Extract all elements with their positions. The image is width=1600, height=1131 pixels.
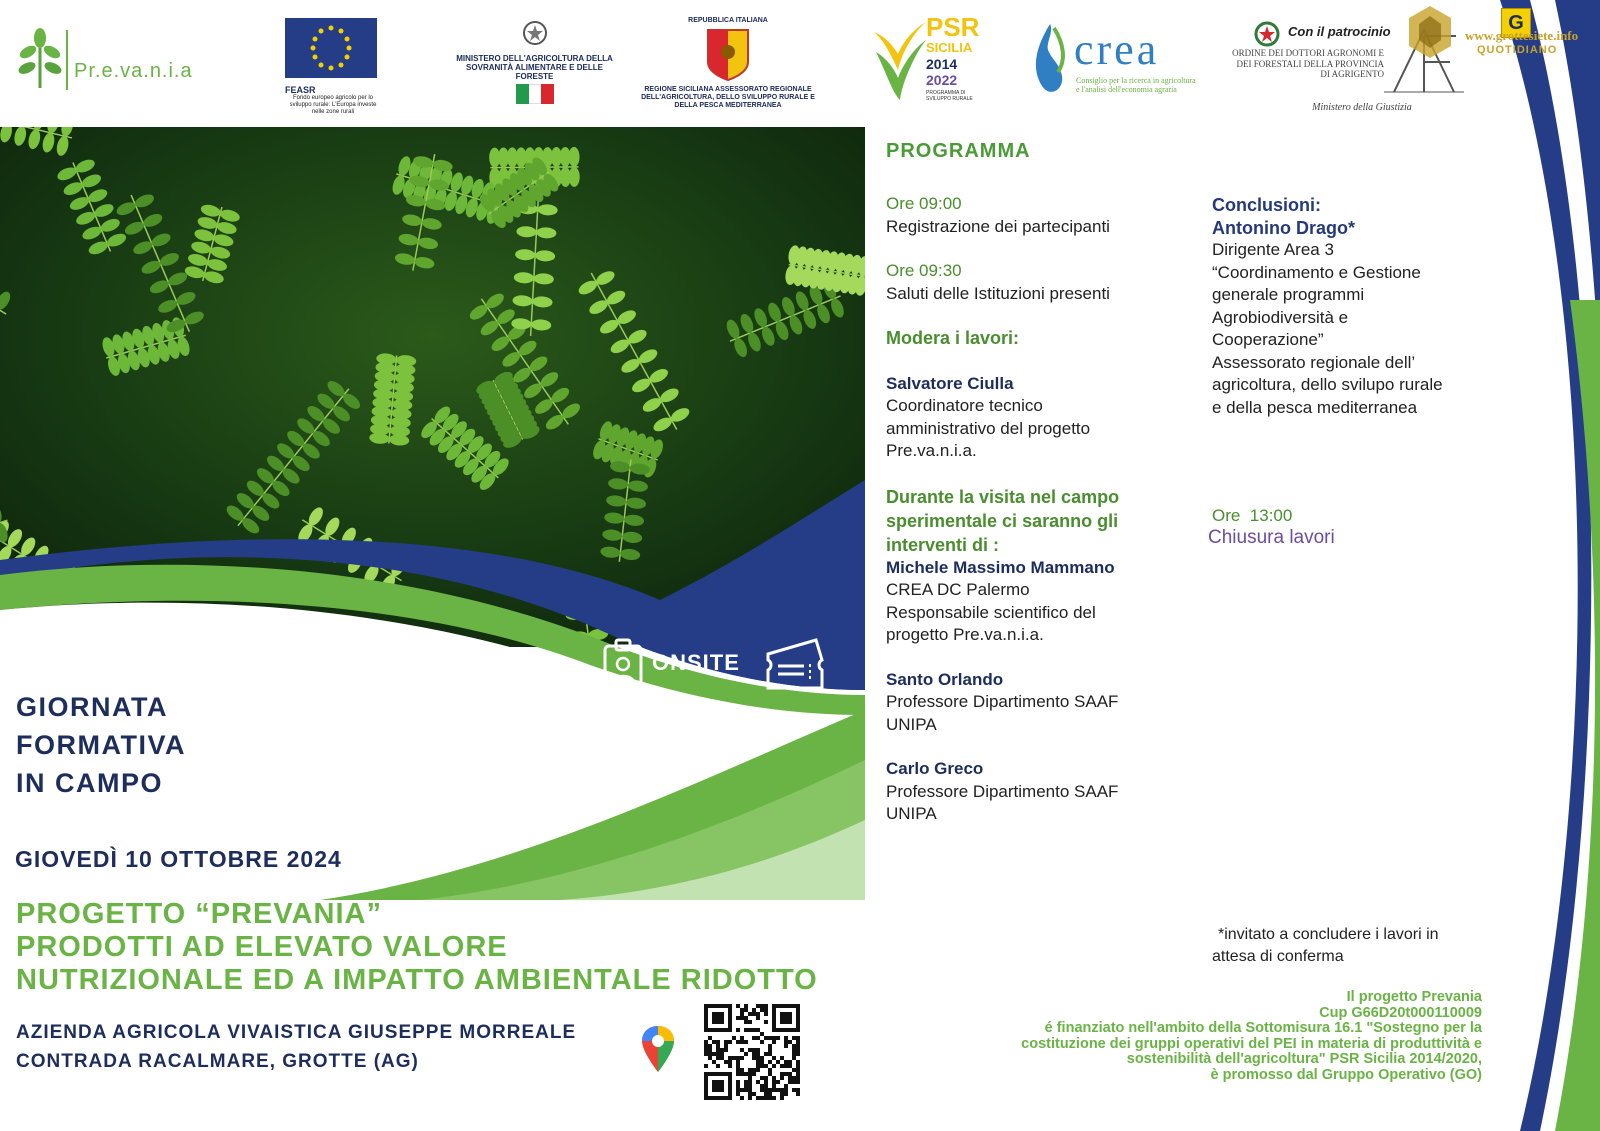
- funding-note: [900, 990, 1482, 1083]
- greco-role-1: Professore Dipartimento SAAF: [886, 781, 1119, 801]
- event-title-line-3: IN CAMPO: [16, 768, 163, 798]
- invitato-note-line-2: attesa di conferma: [1212, 948, 1344, 965]
- invitato-note: [1212, 924, 1439, 968]
- psr-swoosh-icon: [872, 12, 928, 102]
- time-0930: Ore 09:30: [886, 261, 962, 280]
- funding-line-2: Cup G66D20t000110009: [1319, 1004, 1482, 1021]
- address-line-2: CONTRADA RACALMARE, GROTTE (AG): [16, 1051, 419, 1072]
- event-date: GIOVEDÌ 10 OTTOBRE 2024: [15, 846, 342, 872]
- regione-logo: [638, 16, 818, 120]
- durante-line-1: Durante la visita nel campo: [886, 486, 1120, 507]
- registrazione-text: Registrazione dei partecipanti: [886, 216, 1110, 236]
- crea-logo: [1030, 20, 1196, 110]
- drago-name: Antonino Drago*: [1212, 217, 1355, 238]
- mammano-role-2: Responsabile scientifico del: [886, 602, 1096, 622]
- ciulla-name: Salvatore Ciulla: [886, 373, 1014, 393]
- ministero-giustizia: Ministero della Giustizia: [1312, 102, 1412, 113]
- regione-shield-icon: [706, 28, 750, 82]
- regione-text: REGIONE SICILIANA ASSESSORATO REGIONALE DELL'AGRICOLTURA, DELLO SVILUPPO RURALE E DELLA PESCA MEDITERRANEA: [641, 86, 815, 109]
- repubblica-text: REPUBBLICA ITALIANA: [688, 17, 768, 24]
- mammano-role-1: CREA DC Palermo: [886, 580, 1030, 599]
- funding-line-5: sostenibilità dell'agricoltura" PSR Sicilia 2014/2020,: [1126, 1051, 1482, 1067]
- durante-line-3: interventi di :: [886, 534, 1000, 555]
- programma-col-1: [886, 193, 1186, 826]
- qr-code[interactable]: [704, 1004, 800, 1100]
- conclusioni-heading: Conclusioni:: [1212, 195, 1321, 215]
- project-title: [16, 898, 818, 997]
- funding-line-1: Il progetto Prevania: [1346, 989, 1482, 1005]
- crea-name: crea: [1074, 25, 1160, 74]
- durante-line-2: sperimentale ci saranno gli: [886, 510, 1119, 531]
- time-1300: Ore 13:00: [1212, 506, 1293, 525]
- drago-role-3: generale programmi: [1212, 285, 1365, 304]
- mammano-name: Michele Massimo Mammano: [886, 557, 1115, 577]
- eu-flag-icon: [285, 18, 377, 78]
- badge-icon: [602, 638, 644, 690]
- republic-emblem-icon: [1254, 20, 1280, 48]
- ciulla-role-2: amministrativo del progetto: [886, 418, 1091, 438]
- leaf-icon: [18, 28, 64, 90]
- drago-role-2: “Coordinamento e Gestione: [1212, 262, 1421, 282]
- funding-line-4: costituzione dei gruppi operativi del PEI in materia di produttività e: [1021, 1035, 1482, 1052]
- drago-role-4: Agrobiodiversità e: [1212, 307, 1349, 327]
- crea-drop-icon: [1030, 20, 1070, 104]
- event-title-line-1: GIORNATA: [16, 692, 168, 722]
- prevania-logo: [18, 28, 218, 98]
- eu-feasr-label: FEASR: [285, 85, 316, 95]
- psr-region: SICILIA: [926, 40, 973, 55]
- programma-heading: PROGRAMMA: [886, 140, 1031, 162]
- crea-caption: Consiglio per la ricerca in agricoltura e l'analisi dell'economia agraria: [1076, 76, 1196, 94]
- saluti-text: Saluti delle Istituzioni presenti: [886, 283, 1110, 303]
- ordine-text: ORDINE DEI DOTTORI AGRONOMI E DEI FORESTALI DELLA PROVINCIA DI AGRIGENTO: [1232, 48, 1384, 79]
- patrocinio-label: Con il patrocinio: [1288, 24, 1391, 39]
- funding-line-6: è promosso dal Gruppo Operativo (GO): [1210, 1066, 1482, 1083]
- ministero-text: MINISTERO DELL'AGRICOLTURA DELLA SOVRANITÀ ALIMENTARE E DELLE FORESTE: [456, 54, 613, 81]
- address-line-1: AZIENDA AGRICOLA VIVAISTICA GIUSEPPE MORREALE: [16, 1022, 577, 1043]
- project-title-line-2: PRODOTTI AD ELEVATO VALORE: [16, 931, 508, 963]
- italian-flag-icon: [516, 84, 554, 104]
- psr-title: PSR: [926, 12, 980, 42]
- prevania-logo-text: Pr.e.va.n.i.a: [74, 60, 193, 82]
- drago-role-7: agricoltura, dello svilupo rurale: [1212, 375, 1443, 394]
- eu-caption: Fondo europeo agricolo per lo sviluppo rurale: L'Europa investe nelle zone rurali: [289, 95, 377, 115]
- invitato-note-line-1: *invitato a concludere i lavori in: [1218, 926, 1439, 943]
- watermark-sub: QUOTIDIANO: [1477, 44, 1558, 56]
- event-title: [16, 688, 186, 802]
- ministero-logo: [452, 20, 617, 110]
- onsite-label: ONSITE: [652, 650, 740, 675]
- drago-role-8: e della pesca mediterranea: [1212, 397, 1418, 417]
- project-title-line-1: PROGETTO “PREVANIA”: [16, 898, 382, 930]
- ciulla-role-3: Pre.va.n.i.a.: [886, 441, 977, 460]
- eu-flag-logo: [285, 18, 381, 118]
- watermark-ornament-icon: [1405, 4, 1455, 60]
- greco-role-2: UNIPA: [886, 804, 937, 823]
- psr-caption: PROGRAMMA DI SVILUPPO RURALE: [926, 90, 973, 102]
- orlando-role-2: UNIPA: [886, 714, 937, 734]
- watermark-g-icon: G: [1501, 8, 1531, 38]
- greco-name: Carlo Greco: [886, 759, 984, 778]
- mammano-role-3: progetto Pre.va.n.i.a.: [886, 625, 1044, 644]
- drago-role-1: Dirigente Area 3: [1212, 240, 1334, 259]
- psr-logo: [872, 12, 982, 107]
- chiusura-text: Chiusura lavori: [1208, 527, 1335, 548]
- psr-year-start: 2014: [926, 56, 958, 72]
- project-title-line-3: NUTRIZIONALE ED A IMPATTO AMBIENTALE RIDOTTO: [16, 964, 818, 996]
- orlando-name: Santo Orlando: [886, 669, 1004, 689]
- modera-heading: Modera i lavori:: [886, 328, 1020, 348]
- event-address: [16, 1018, 576, 1076]
- orlando-role-1: Professore Dipartimento SAAF: [886, 692, 1119, 711]
- psr-year-end: 2022: [926, 72, 958, 88]
- google-maps-pin-icon[interactable]: [640, 1024, 676, 1074]
- ciulla-role-1: Coordinatore tecnico: [886, 396, 1043, 415]
- emblem-icon: [522, 20, 548, 46]
- drago-role-5: Cooperazione”: [1212, 330, 1324, 349]
- watermark: [1405, 4, 1600, 64]
- funding-line-3: é finanziato nell'ambito della Sottomisura 16.1 "Sostegno per la: [1044, 1020, 1482, 1036]
- time-0900: Ore 09:00: [886, 194, 962, 213]
- event-title-line-2: FORMATIVA: [16, 730, 186, 760]
- drago-role-6: Assessorato regionale dell’: [1212, 352, 1416, 372]
- programma-col-2: [1212, 194, 1492, 419]
- watermark-site: www.grottesiete.info: [1465, 28, 1579, 43]
- ticket-icon: [764, 636, 826, 692]
- right-decorative-stripes: [1460, 0, 1600, 1131]
